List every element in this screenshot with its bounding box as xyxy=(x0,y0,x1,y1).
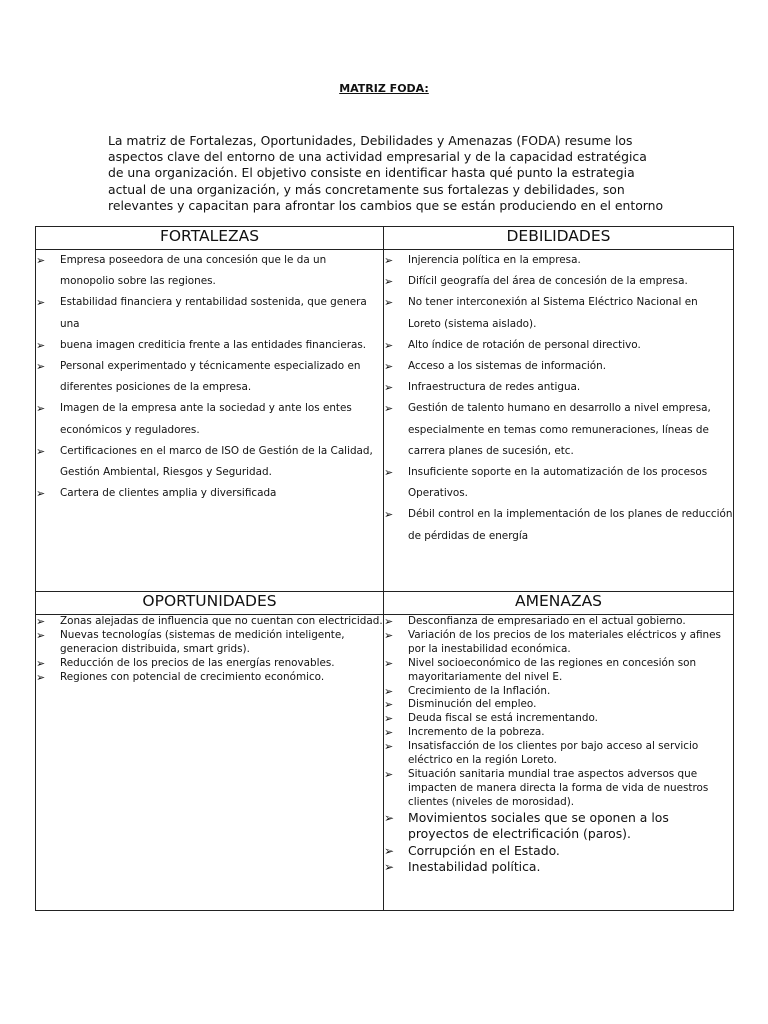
list-item xyxy=(36,250,383,292)
list-item xyxy=(384,398,733,462)
list-item-text: Variación de los precios de los materiales eléctricos y afines por la inestabilidad económica. xyxy=(408,628,721,655)
list-item-text: Regiones con potencial de crecimiento económico. xyxy=(60,670,325,683)
arrow-bullet-icon: ➢ xyxy=(384,296,394,310)
oportunidades-cell xyxy=(36,615,384,911)
amenazas-list-large xyxy=(384,810,733,876)
list-item xyxy=(384,698,733,712)
oportunidades-header: OPORTUNIDADES xyxy=(36,592,384,615)
list-item-text: Imagen de la empresa ante la sociedad y ante los entes económicos y reguladores. xyxy=(60,402,352,436)
arrow-bullet-icon: ➢ xyxy=(384,684,394,698)
list-item-text: Injerencia política en la empresa. xyxy=(408,254,581,266)
list-item-text: Zonas alejadas de influencia que no cuentan con electricidad. xyxy=(60,615,383,627)
arrow-bullet-icon: ➢ xyxy=(36,338,46,352)
debilidades-list xyxy=(384,250,733,547)
list-item-text: Corrupción en el Estado. xyxy=(408,842,560,858)
list-item xyxy=(36,629,383,657)
amenazas-header: AMENAZAS xyxy=(384,592,734,615)
list-item-text: Disminución del empleo. xyxy=(408,698,537,711)
arrow-bullet-icon: ➢ xyxy=(384,698,394,712)
list-item-text: Empresa poseedora de una concesión que le da un monopolio sobre las regiones. xyxy=(60,254,327,288)
arrow-bullet-icon: ➢ xyxy=(384,275,394,289)
document-title: MATRIZ FODA: xyxy=(339,82,429,95)
list-item xyxy=(36,615,383,629)
arrow-bullet-icon: ➢ xyxy=(384,402,394,416)
list-item xyxy=(36,671,383,685)
arrow-bullet-icon: ➢ xyxy=(384,360,394,374)
list-item-text: Nuevas tecnologías (sistemas de medición inteligente, generacion distribuida, smart grids). xyxy=(60,628,345,655)
list-item xyxy=(384,859,733,876)
arrow-bullet-icon: ➢ xyxy=(384,508,394,522)
list-item-text: Inestabilidad política. xyxy=(408,859,541,875)
list-item xyxy=(384,629,733,657)
list-item-text: Infraestructura de redes antigua. xyxy=(408,381,581,394)
list-item xyxy=(36,657,383,671)
list-item-text: Débil control en la implementación de los planes de reducción de pérdidas de energía xyxy=(408,508,733,542)
fortalezas-cell xyxy=(36,250,384,592)
list-item xyxy=(384,615,733,629)
list-item-text: Insatisfacción de los clientes por bajo acceso al servicio eléctrico en la región Loreto. xyxy=(408,740,699,767)
list-item xyxy=(384,768,733,810)
arrow-bullet-icon: ➢ xyxy=(384,254,394,267)
arrow-bullet-icon: ➢ xyxy=(384,656,394,670)
arrow-bullet-icon: ➢ xyxy=(384,615,394,628)
list-item xyxy=(384,657,733,685)
list-item-text: Gestión de talento humano en desarrollo a nivel empresa, especialmente en temas como remuneraciones, líneas de carrera planes de sucesión, etc. xyxy=(408,402,711,457)
list-item-text: Cartera de clientes amplia y diversificada xyxy=(60,487,277,500)
arrow-bullet-icon: ➢ xyxy=(384,712,394,726)
list-item xyxy=(384,726,733,740)
arrow-bullet-icon: ➢ xyxy=(384,466,394,480)
arrow-bullet-icon: ➢ xyxy=(384,628,394,642)
list-item-text: Reducción de los precios de las energías renovables. xyxy=(60,656,335,669)
list-item-text: Acceso a los sistemas de información. xyxy=(408,360,607,373)
list-item xyxy=(36,356,383,398)
arrow-bullet-icon: ➢ xyxy=(384,767,394,781)
arrow-bullet-icon: ➢ xyxy=(384,740,394,754)
list-item-text: Movimientos sociales que se oponen a los proyectos de electrificación (paros). xyxy=(408,809,669,842)
arrow-bullet-icon: ➢ xyxy=(384,860,395,875)
list-item xyxy=(384,810,733,843)
list-item xyxy=(384,504,733,546)
list-item-text: Deuda fiscal se está incrementando. xyxy=(408,712,598,725)
list-item-text: Certificaciones en el marco de ISO de Gestión de la Calidad, Gestión Ambiental, Riesgos y Seguridad. xyxy=(60,444,373,479)
list-item-text: Nivel socioeconómico de las regiones en concesión son mayoritariamente del nivel E. xyxy=(408,656,697,683)
amenazas-cell xyxy=(384,615,734,911)
arrow-bullet-icon: ➢ xyxy=(384,381,394,395)
list-item xyxy=(384,740,733,768)
list-item-text: Insuficiente soporte en la automatización de los procesos Operativos. xyxy=(408,466,708,500)
list-item xyxy=(384,335,733,356)
list-item-text: No tener interconexión al Sistema Eléctrico Nacional en Loreto (sistema aislado). xyxy=(408,296,698,330)
arrow-bullet-icon: ➢ xyxy=(36,615,46,628)
arrow-bullet-icon: ➢ xyxy=(36,402,46,416)
intro-paragraph: La matriz de Fortalezas, Oportunidades, Debilidades y Amenazas (FODA) resume los aspectos clave del entorno de una actividad empresarial y de la capacidad estratégica de una organización. El objetivo consiste en identificar hasta qué punto la estrategia actual de una organización, y más concretamente sus fortalezas y debilidades, son relevantes y capacitan para afrontar los cambios que se están produciendo en el entorno xyxy=(108,133,664,213)
arrow-bullet-icon: ➢ xyxy=(36,360,46,374)
arrow-bullet-icon: ➢ xyxy=(36,670,46,684)
list-item-text: Estabilidad financiera y rentabilidad sostenida, que genera una xyxy=(60,296,367,330)
list-item xyxy=(36,483,383,504)
oportunidades-list xyxy=(36,615,383,685)
fortalezas-list xyxy=(36,250,383,504)
debilidades-header: DEBILIDADES xyxy=(384,227,734,250)
list-item-text: Crecimiento de la Inflación. xyxy=(408,684,551,697)
list-item xyxy=(384,356,733,377)
foda-matrix xyxy=(35,226,734,911)
arrow-bullet-icon: ➢ xyxy=(36,656,46,670)
list-item-text: Incremento de la pobreza. xyxy=(408,726,545,739)
arrow-bullet-icon: ➢ xyxy=(384,338,394,352)
arrow-bullet-icon: ➢ xyxy=(36,254,46,267)
list-item xyxy=(384,271,733,292)
arrow-bullet-icon: ➢ xyxy=(36,628,46,642)
list-item xyxy=(384,462,733,504)
list-item xyxy=(36,398,383,440)
list-item xyxy=(384,250,733,271)
list-item xyxy=(384,712,733,726)
list-item xyxy=(36,441,383,483)
amenazas-list xyxy=(384,615,733,810)
list-item xyxy=(384,292,733,334)
list-item xyxy=(36,335,383,356)
arrow-bullet-icon: ➢ xyxy=(384,810,395,825)
list-item xyxy=(384,685,733,699)
list-item-text: buena imagen crediticia frente a las entidades financieras. xyxy=(60,338,367,351)
arrow-bullet-icon: ➢ xyxy=(36,444,46,458)
arrow-bullet-icon: ➢ xyxy=(384,726,394,740)
arrow-bullet-icon: ➢ xyxy=(36,487,46,501)
list-item-text: Alto índice de rotación de personal directivo. xyxy=(408,338,641,351)
arrow-bullet-icon: ➢ xyxy=(36,296,46,310)
debilidades-cell xyxy=(384,250,734,592)
list-item xyxy=(36,292,383,334)
list-item-text: Personal experimentado y técnicamente especializado en diferentes posiciones de la empresa. xyxy=(60,360,361,394)
fortalezas-header: FORTALEZAS xyxy=(36,227,384,250)
list-item xyxy=(384,843,733,860)
list-item-text: Desconfianza de empresariado en el actual gobierno. xyxy=(408,615,686,627)
list-item-text: Situación sanitaria mundial trae aspectos adversos que impacten de manera directa la forma de vida de nuestros clientes (niveles de morosidad). xyxy=(408,767,709,808)
list-item xyxy=(384,377,733,398)
list-item-text: Difícil geografía del área de concesión de la empresa. xyxy=(408,275,688,288)
arrow-bullet-icon: ➢ xyxy=(384,843,395,858)
